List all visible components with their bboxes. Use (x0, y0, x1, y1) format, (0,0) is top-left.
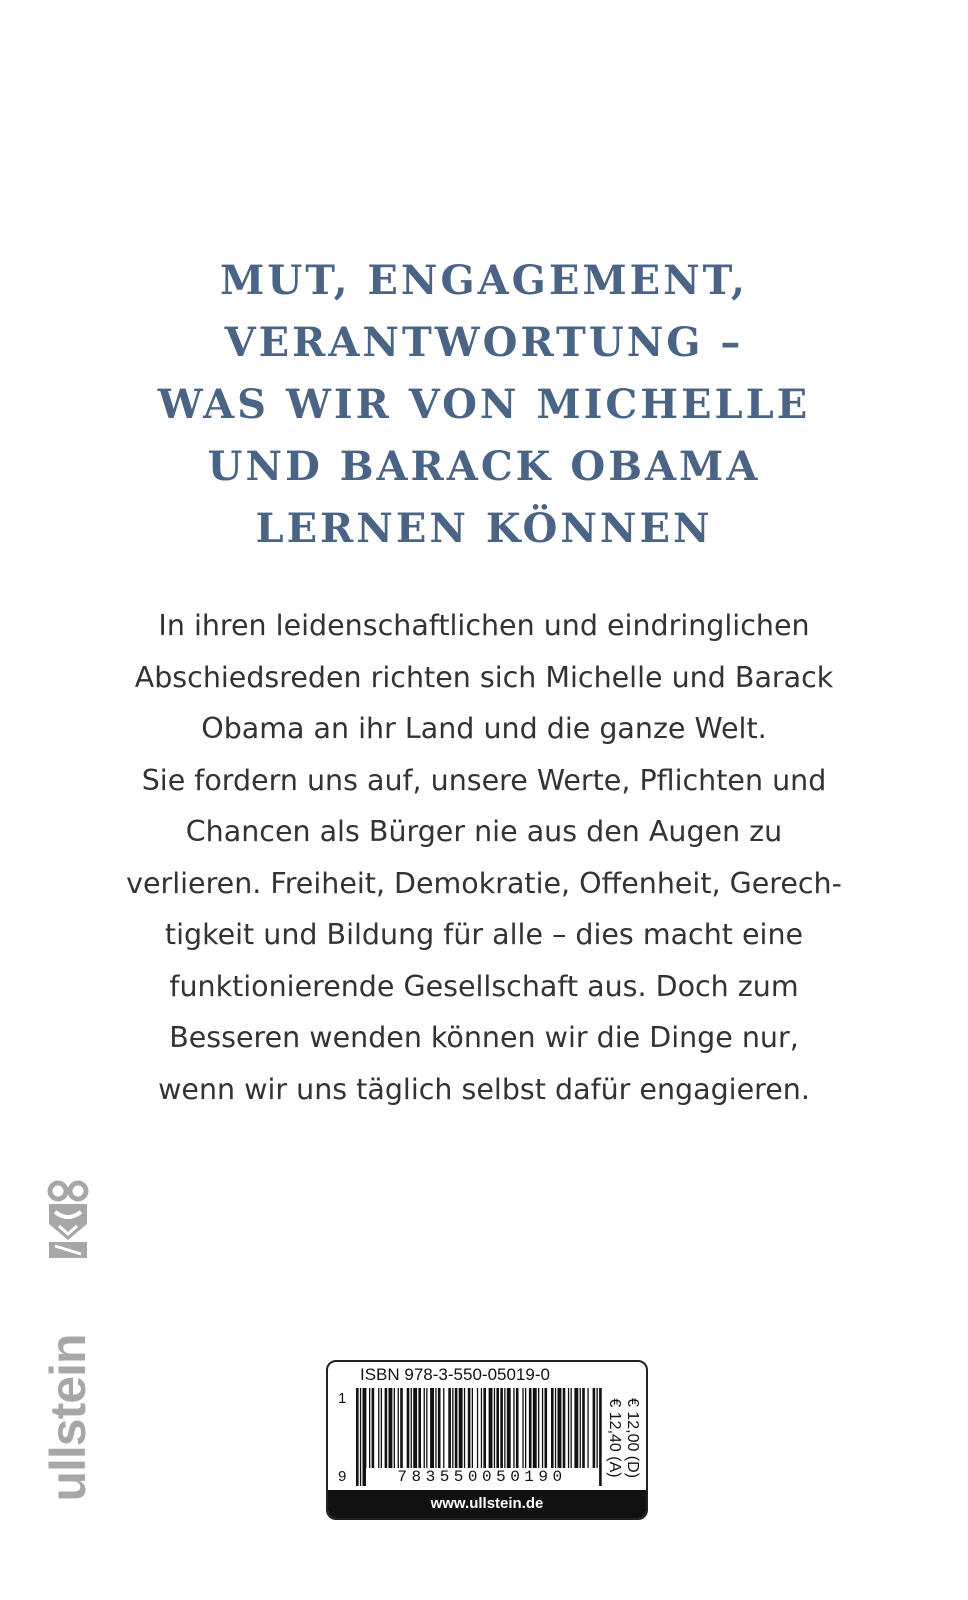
blurb-line: verlieren. Freiheit, Demokratie, Offenheit, Gerech- (126, 866, 842, 900)
owl-icon (45, 1178, 91, 1260)
blurb-line: Sie fordern uns auf, unsere Werte, Pflichten und (141, 763, 827, 797)
headline-line-1: MUT, ENGAGEMENT, (220, 257, 748, 304)
price-block (604, 1388, 644, 1488)
headline-line-3: WAS WIR VON MICHELLE (157, 381, 811, 428)
barcode-bar (599, 1388, 602, 1486)
barcode-first-digit: 9 (338, 1468, 347, 1485)
price-austria: € 12,40 (A) (606, 1398, 623, 1478)
blurb-line: Abschiedsreden richten sich Michelle und Barack (134, 660, 834, 694)
publisher-name: ullstein (40, 1334, 96, 1502)
blurb-line: tigkeit und Bildung für alle – dies macht eine (164, 918, 804, 951)
blurb-line: wenn wir uns täglich selbst dafür engagieren. (158, 1072, 810, 1106)
headline-line-4: UND BARACK OBAMA (207, 443, 761, 490)
price-germany: € 12,00 (D) (624, 1397, 641, 1479)
barcode-bar (360, 1388, 361, 1486)
blurb-line: Chancen als Bürger nie aus den Augen zu (185, 815, 783, 848)
barcode-digits: 783550050190 (366, 1468, 598, 1486)
blurb-line: funktionierende Gesellschaft aus. Doch zum (169, 969, 799, 1003)
isbn-label: ISBN 978-3-550-05019-0 (360, 1365, 550, 1384)
barcode-bar (356, 1388, 359, 1486)
publisher-logo (40, 1178, 96, 1528)
publisher-url: www.ullstein.de (328, 1490, 646, 1518)
blurb-line: Obama an ihr Land und die ganze Welt. (201, 712, 767, 745)
blurb-text (0, 600, 968, 1115)
headline-line-2: VERANTWORTUNG – (224, 319, 744, 366)
blurb-line: In ihren leidenschaftlichen und eindringlichen (158, 609, 810, 642)
headline-line-5: LERNEN KÖNNEN (255, 505, 713, 552)
isbn-barcode-box (326, 1360, 648, 1520)
headline (0, 250, 968, 560)
blurb-line: Besseren wenden können wir die Dinge nur, (169, 1021, 799, 1054)
barcode-lead-digit: 1 (338, 1390, 347, 1407)
